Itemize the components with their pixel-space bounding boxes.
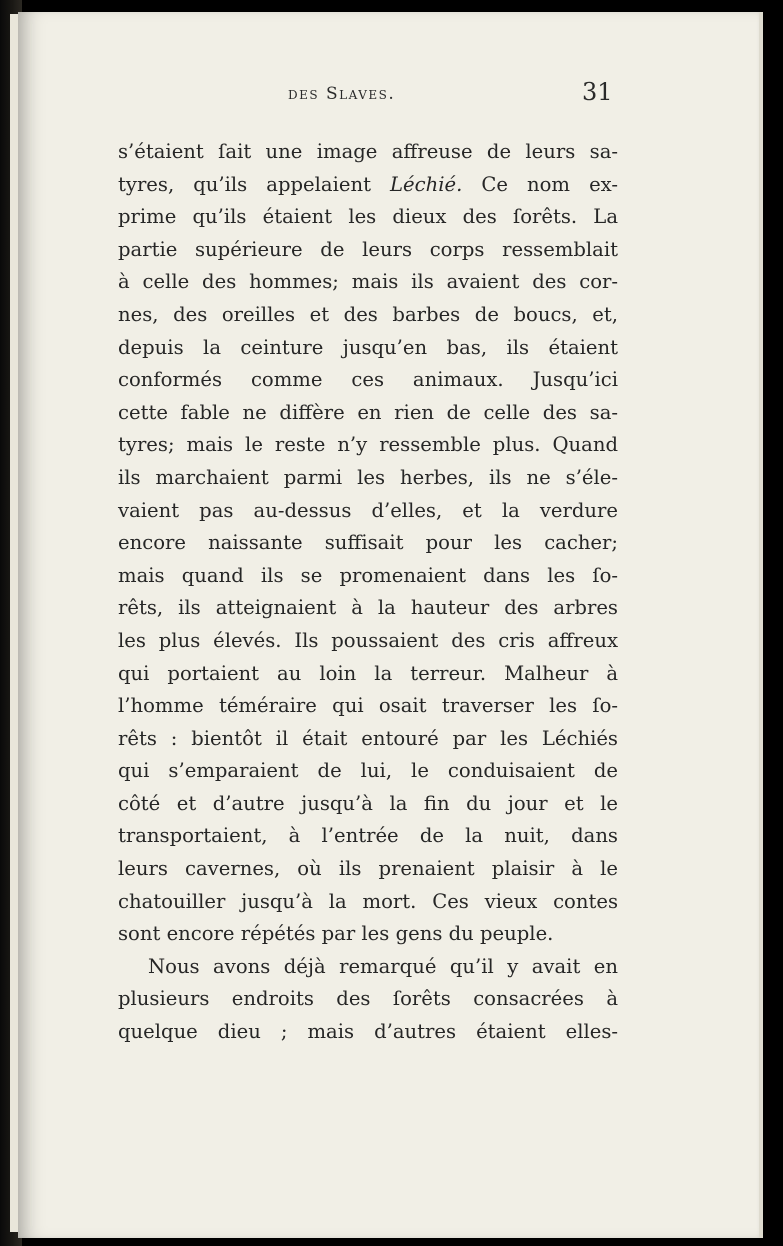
text-line: l’homme téméraire qui osait traverser les ſo- — [118, 694, 618, 718]
text-line: encore naissante suffisait pour les cacher; — [118, 531, 618, 555]
text-line: quelque dieu ; mais d’autres étaient elles- — [118, 1020, 618, 1044]
text-line: à celle des hommes; mais ils avaient des cor- — [118, 270, 618, 294]
text-line: qui s’emparaient de lui, le conduisaient de — [118, 759, 618, 783]
text-line: partie supérieure de leurs corps ressemblait — [118, 237, 618, 261]
italic-word: Léchié. — [390, 172, 463, 196]
body-text — [118, 136, 618, 1049]
text-line: tyres, qu’ils appelaient Léchié. Ce nom ex- — [118, 172, 618, 196]
text-line: les plus élevés. Ils poussaient des cris affreux — [118, 628, 618, 652]
text-line: mais quand ils se promenaient dans les ſo- — [118, 563, 618, 587]
text-line: depuis la ceinture jusqu’en bas, ils étaient — [118, 335, 618, 359]
page-number: 31 — [582, 78, 613, 106]
text-line: sont encore répétés par les gens du peuple. — [118, 922, 554, 946]
text-line: côté et d’autre jusqu’à la fin du jour et le — [118, 791, 618, 815]
running-head: des Slaves. — [288, 84, 396, 104]
text-line: nes, des oreilles et des barbes de boucs, et, — [118, 302, 618, 326]
text-line: rêts, ils atteignaient à la hauteur des arbres — [118, 596, 618, 620]
page-fore-edge — [759, 12, 763, 1238]
text-line: tyres; mais le reste n’y ressemble plus. Quand — [118, 433, 618, 457]
text-line: vaient pas au-dessus d’elles, et la verdure — [118, 498, 618, 522]
text-line: qui portaient au loin la terreur. Malheur à — [118, 661, 618, 685]
text-line: s’étaient ſait une image affreuse de leurs sa- — [118, 140, 618, 163]
text-line: ils marchaient parmi les herbes, ils ne s’éle- — [118, 465, 618, 489]
text-line: plusieurs endroits des ſorêts consacrées à — [118, 987, 618, 1011]
text-line: Nous avons déjà remarqué qu’il y avait en — [148, 954, 618, 978]
text-line: prime qu’ils étaient les dieux des ſorêts. La — [118, 205, 618, 229]
text-line: cette fable ne diffère en rien de celle des sa- — [118, 400, 618, 424]
text-line: leurs cavernes, où ils prenaient plaisir à le — [118, 857, 618, 881]
text-line: chatouiller jusqu’à la mort. Ces vieux contes — [118, 889, 618, 913]
text-line: rêts : bientôt il était entouré par les Léchiés — [118, 726, 618, 750]
text-line: conformés comme ces animaux. Jusqu’ici — [118, 368, 618, 392]
text-line: transportaient, à l’entrée de la nuit, dans — [118, 824, 618, 848]
